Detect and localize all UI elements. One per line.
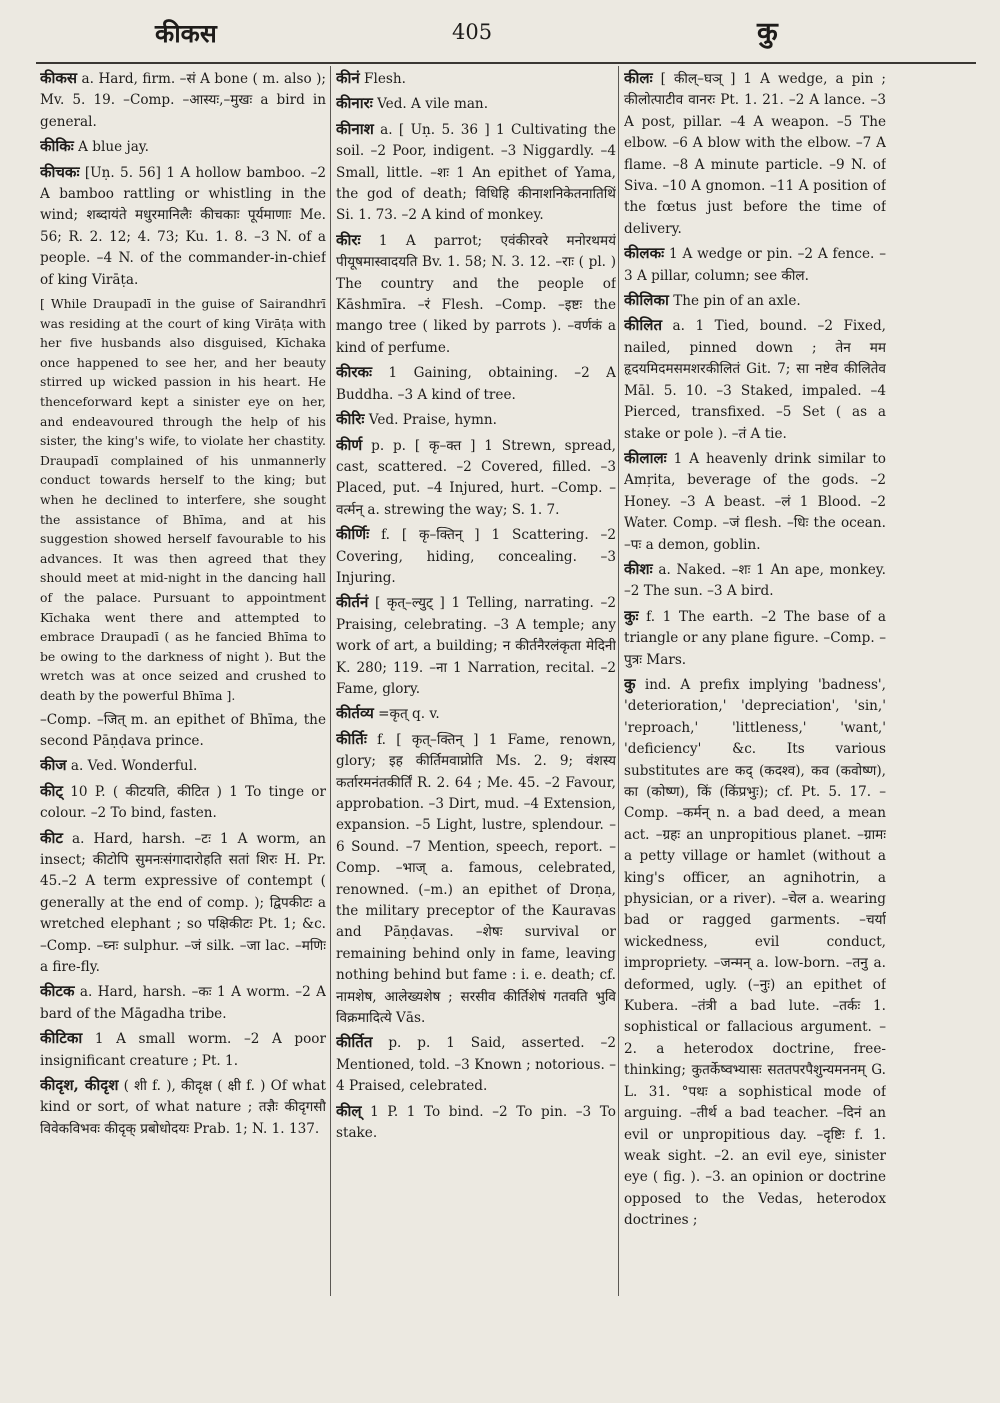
entry-headword: कीरः — [336, 230, 361, 249]
entry-text: ind. A prefix implying 'badness', 'deterioration,' 'depreciation', 'sin,' 'reproach,' 'littleness,' 'want,' 'deficiency' &c. Its various substitutes are कद् (कदश्व), कव (कवोष्ण), का (कोष्ण), किं (किंप्रभुः); cf. Pt. 5. 17. –Comp. –कर्मन् n. a bad deed, a mean act. –ग्रहः an unpropitious planet. –ग्रामः a petty village or hamlet (without a king's officer, an agnihotrin, a physician, or a river). –चेल a. wearing bad or ragged garments. –चर्या wickedness, evil conduct, impropriety. –जन्मन् a. low-born. –तनु a. deformed, ugly. (–नुः) an epithet of Kubera. –तंत्री a bad lute. –तर्कः 1. sophistical or fallacious argument. –2. a heterodox doctrine, free-thinking; कुतर्केष्वभ्यासः सततपरपैशुन्यमननम् G. L. 31. °पथः a sophistical mode of arguing. –तीर्थ a bad teacher. –दिनं an evil or unpropitious day. –दृष्टिः f. 1. weak sight. –2. an evil eye, sinister eye ( fig. ). –3. an opinion or doctrine opposed to the Vedas, heterodox doctrines ; — [624, 676, 886, 1229]
entry-headword: कीरकः — [336, 363, 373, 382]
entry-text: a. Ved. Wonderful. — [66, 758, 198, 775]
entry-headword: कीट् — [40, 781, 63, 800]
column-divider-1 — [330, 66, 331, 1296]
entry-headword: कीलालः — [624, 448, 667, 467]
entry-text: 1 Gaining, obtaining. –2 A Buddha. –3 A kind of tree. — [336, 365, 616, 403]
page-header — [0, 12, 1000, 58]
dictionary-entry — [40, 294, 326, 705]
entry-headword: कीनं — [336, 69, 360, 87]
entry-headword: कीटिका — [40, 1029, 83, 1048]
entry-text: p. p. 1 Said, asserted. –2 Mentioned, told. –3 Known ; notorious. –4 Praised, celebrated. — [336, 1035, 616, 1095]
dictionary-entry — [40, 755, 326, 777]
entry-headword: कीर्तित — [336, 1033, 373, 1052]
entry-text: a. Naked. –शः 1 An ape, monkey. –2 The sun. –3 A bird. — [624, 561, 886, 600]
dictionary-entry — [40, 1028, 326, 1072]
entry-text: p. p. [ कृ–क्त ] 1 Strewn, spread, cast, scattered. –2 Covered, filled. –3 Placed, put. –4 Injured, hurt. –Comp. –वर्त्मन् a. strewing the way; S. 1. 7. — [336, 437, 616, 518]
dictionary-entry — [40, 136, 326, 158]
dictionary-entry — [624, 674, 886, 1232]
entry-headword: कीलकः — [624, 244, 665, 263]
dictionary-entry — [336, 93, 616, 115]
entry-text: 1 A small worm. –2 A poor insignificant creature ; Pt. 1. — [40, 1031, 326, 1069]
entry-text: [ कृत्–ल्युट् ] 1 Telling, narrating. –2 Praising, celebrating. –3 A temple; any work of art, a building; न कीर्तनैरलंकृता मेदिनी K. 280; 119. –ना 1 Narration, recital. –2 Fame, glory. — [336, 595, 616, 697]
running-head-left: कीकस — [155, 19, 217, 48]
entry-text: a. Hard, harsh. –कः 1 A worm. –2 A bard of the Māgadha tribe. — [40, 984, 326, 1022]
entry-text: Ved. A vile man. — [372, 96, 489, 113]
dictionary-entry — [624, 559, 886, 603]
dictionary-entry — [336, 524, 616, 589]
dictionary-entry — [40, 709, 326, 753]
entry-headword: कीर्तव्य — [336, 704, 374, 723]
dictionary-entry — [336, 362, 616, 406]
entry-text: Flesh. — [359, 71, 406, 87]
entry-headword: कुः — [624, 606, 639, 625]
dictionary-entry — [336, 119, 616, 227]
entry-headword: कीज — [40, 756, 67, 775]
entry-text: =कृत् q. v. — [373, 706, 440, 723]
entry-text: a. Hard, firm. –सं A bone ( m. also ); Mv. 5. 19. –Comp. –आस्यः,–मुखः a bird in general. — [40, 71, 326, 130]
entry-text: 1 P. 1 To bind. –2 To pin. –3 To stake. — [336, 1103, 616, 1142]
entry-text: f. [ कृत्–क्तिन् ] 1 Fame, renown, glory; इह कीर्तिमवाप्नोति Ms. 2. 9; वंशस्य कर्तारमनंतकीर्तिं R. 2. 64 ; Me. 45. –2 Favour, approbation. –3 Dirt, mud. –4 Extension, expansion. –5 Light, lustre, splendour. –6 Sound. –7 Mention, speech, report. –Comp. –भाज् a. famous, celebrated, renowned. (–m.) an epithet of Droṇa, the military preceptor of the Kauravas and Pāṇḍavas. –शेषः survival or remaining behind only in fame, leaving nothing behind but fame : i. e. death; cf. नामशेष, आलेख्यशेष ; सरसीव कीर्तिशेषं गतवति भुवि विक्रमादित्ये Vās. — [336, 731, 616, 1027]
dictionary-entry — [336, 703, 616, 725]
entry-text: 1 A parrot; एवंकीरवरे मनोरथमयं पीयूषमास्वादयति Bv. 1. 58; N. 3. 12. –राः ( pl. ) The country and the people of Kāshmīra. –रं Flesh. –Comp. –इष्टः the mango tree ( liked by parrots ). –वर्णकं a kind of perfume. — [336, 232, 616, 356]
dictionary-entry — [336, 409, 616, 431]
dictionary-entry — [336, 68, 616, 90]
dictionary-entry — [624, 243, 886, 287]
dictionary-entry — [624, 315, 886, 444]
dictionary-entry — [624, 448, 886, 556]
entry-text: a. 1 Tied, bound. –2 Fixed, nailed, pinned down ; तेन मम हृदयमिदमसमशरकीलितं Git. 7; सा नष्टेव कीलितेव Māl. 5. 10. –3 Staked, impaled. –4 Pierced, transfixed. –5 Set ( as a stake or pole ). –तं A tie. — [624, 318, 886, 442]
header-rule — [36, 62, 976, 64]
column-right — [624, 68, 886, 1388]
dictionary-entry — [336, 435, 616, 522]
entry-headword: कीर्ण — [336, 435, 363, 454]
entry-headword: कीलः — [624, 69, 653, 87]
entry-headword: कु — [624, 674, 636, 693]
entry-text: [ While Draupadī in the guise of Sairandhrī was residing at the court of king Virāṭa with her five husbands also disguised, Kīchaka once happened to see her, and her beauty stirred up wicked passion in his heart. He thenceforward kept a sinister eye on her, and endeavoured through the help of his sister, the king's wife, to violate her chastity. Draupadī complained of his unmannerly conduct towards herself to the king; but when he declined to interfere, she sought the assistance of Bhīma, and at his suggestion showed herself favourable to his advances. It was then agreed that they should meet at mid-night in the dancing hall of the palace. Pursuant to appointment Kīchaka went there and attempted to embrace Draupadī ( as he fancied Bhīma to be owing to the darkness of night ). But the wretch was at once seized and crushed to death by the powerful Bhīma ]. — [40, 296, 326, 703]
dictionary-entry — [40, 781, 326, 825]
dictionary-entry — [40, 828, 326, 979]
entry-headword: कीदृश, कीदृश — [40, 1076, 119, 1095]
entry-headword: कीलिका — [624, 291, 669, 310]
dictionary-entry — [624, 606, 886, 671]
dictionary-entry — [336, 230, 616, 359]
column-divider-2 — [618, 66, 619, 1296]
dictionary-entry — [336, 1101, 616, 1145]
entry-text: Ved. Praise, hymn. — [364, 412, 497, 429]
dictionary-entry — [336, 592, 616, 700]
entry-text: –Comp. –जित् m. an epithet of Bhīma, the second Pāṇḍava prince. — [40, 711, 326, 749]
entry-headword: कीटक — [40, 982, 75, 1001]
entry-headword: कील् — [336, 1101, 362, 1120]
dictionary-entry — [624, 290, 886, 312]
page-number: 405 — [452, 20, 493, 44]
dictionary-entry — [336, 1032, 616, 1097]
dictionary-entry — [40, 162, 326, 291]
entry-headword: कीर्तनं — [336, 593, 369, 612]
dictionary-entry — [624, 68, 886, 240]
entry-text: a. Hard, harsh. –टः 1 A worm, an insect; कीटोपि सुमनःसंगादारोहति सतां शिरः H. Pr. 45.–2 A term expressive of contempt ( generally at the end of comp. ); द्विपकीटः a wretched elephant ; so पक्षिकीटः Pt. 1; &c. –Comp. –घ्नः sulphur. –जं silk. –जा lac. –मणिः a fire-fly. — [40, 830, 326, 975]
entry-headword: कीरिः — [336, 410, 365, 429]
column-left — [40, 68, 326, 1388]
entry-headword: कीट — [40, 828, 63, 847]
dictionary-entry — [40, 1075, 326, 1140]
dictionary-entry — [336, 729, 616, 1030]
entry-headword: कीर्णिः — [336, 525, 370, 544]
entry-headword: कीर्तिः — [336, 729, 367, 748]
entry-headword: कीशः — [624, 559, 653, 578]
entry-headword: कीकिः — [40, 137, 74, 156]
dictionary-entry — [40, 68, 326, 133]
running-head-right: कु — [757, 17, 778, 48]
entry-text: 10 P. ( कीटयति, कीटित ) 1 To tinge or colour. –2 To bind, fasten. — [40, 783, 326, 822]
entry-text: The pin of an axle. — [668, 293, 801, 310]
entry-text: 1 A wedge or pin. –2 A fence. –3 A pillar, column; see कील. — [624, 246, 886, 284]
entry-headword: कीनारः — [336, 94, 373, 113]
entry-text: [Uṇ. 5. 56] 1 A hollow bamboo. –2 A bamboo rattling or whistling in the wind; शब्दायंते मधुरमानिलैः कीचकाः पूर्यमाणाः Me. 56; R. 2. 12; 4. 73; Ku. 1. 8. –3 N. of a people. –4 N. of the commander-in-chief of king Virāṭa. — [40, 164, 326, 288]
entry-text: a. [ Uṇ. 5. 36 ] 1 Cultivating the soil. –2 Poor, indigent. –3 Niggardly. –4 Small, little. –शः 1 An epithet of Yama, the god of death; विधिहि कीनाशनिकेतनातिथिं Si. 1. 73. –2 A kind of monkey. — [336, 121, 616, 224]
entry-headword: कीचकः — [40, 162, 80, 181]
entry-headword: कीकस — [40, 69, 78, 87]
dictionary-entry — [40, 981, 326, 1025]
entry-text: 1 A heavenly drink similar to Amṛita, beverage of the gods. –2 Honey. –3 A beast. –लं 1 Blood. –2 Water. Comp. –जं flesh. –धिः the ocean. –पः a demon, goblin. — [624, 450, 886, 553]
entry-text: ( शी f. ), कीदृक्ष ( क्षी f. ) Of what kind or sort, of what nature ; तज्ञैः कीदृगसौ विवेकविभवः कीदृक् प्रबोधोदयः Prab. 1; N. 1. 137. — [40, 1078, 326, 1137]
entry-text: f. [ कृ–क्तिन् ] 1 Scattering. –2 Covering, hiding, concealing. –3 Injuring. — [336, 527, 616, 586]
entry-headword: कीनाश — [336, 119, 374, 138]
entry-text: A blue jay. — [73, 139, 149, 156]
entry-text: f. 1 The earth. –2 The base of a triangle or any plane figure. –Comp. –पुत्रः Mars. — [624, 608, 886, 668]
entry-headword: कीलित — [624, 316, 663, 335]
entry-text: [ कील्–घञ् ] 1 A wedge, a pin ; कीलोत्पाटीव वानरः Pt. 1. 21. –2 A lance. –3 A post, pillar. –4 A weapon. –5 The elbow. –6 A blow with the elbow. –7 A flame. –8 A minute particle. –9 N. of Siva. –10 A gnomon. –11 A position of the fœtus just before the time of delivery. — [624, 71, 886, 237]
column-middle — [336, 68, 616, 1388]
